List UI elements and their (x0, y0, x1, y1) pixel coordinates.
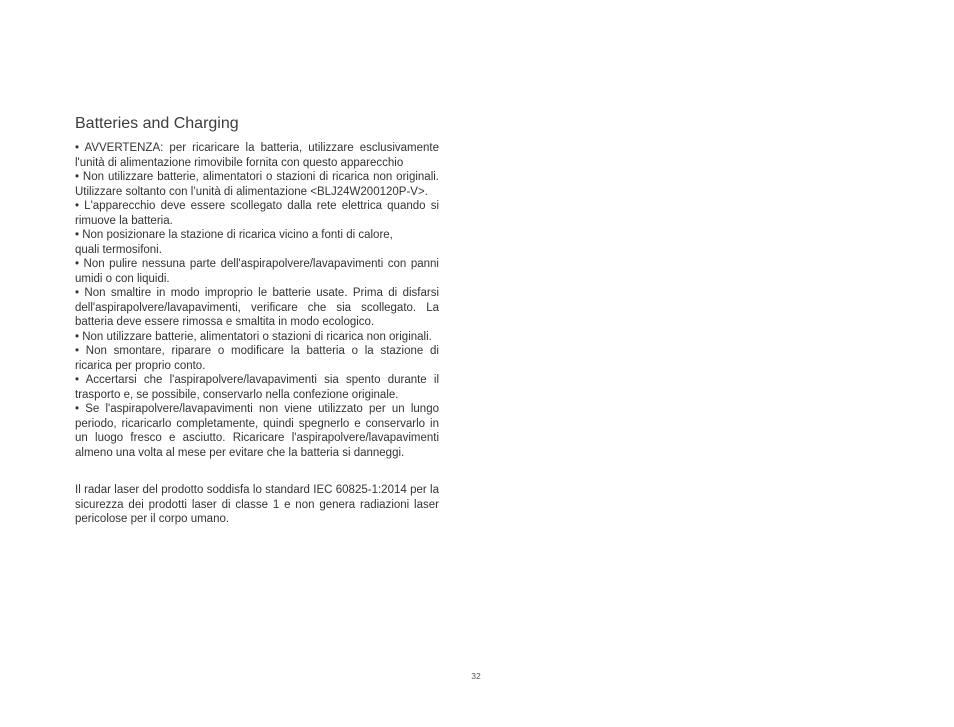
text-line: • Non posizionare la stazione di ricarica vicino a fonti di calore, (75, 229, 393, 241)
warning-item (75, 373, 439, 402)
text-line: l'unità di alimentazione rimovibile fornita con questo apparecchio (75, 156, 404, 169)
text-line: Utilizzare soltanto con l’unità di alimentazione <BLJ24W200120P-V>. (75, 185, 428, 198)
page-number: 32 (471, 671, 481, 681)
text-line: • L'apparecchio deve essere scollegato dalla rete elettrica quando si (75, 200, 439, 212)
text-line: almeno una volta al mese per evitare che la batteria si danneggi. (75, 446, 405, 459)
text-line: periodo, ricaricarlo completamente, quindi spegnerlo e conservarlo in (75, 417, 439, 430)
warning-list (75, 141, 439, 460)
warning-item (75, 170, 439, 199)
text-line: sicurezza dei prodotti laser di classe 1 e non genera radiazioni laser (75, 498, 439, 511)
text-line: • Se l'aspirapolvere/lavapavimenti non viene utilizzato per un lungo (75, 403, 439, 415)
text-line: trasporto e, se possibile, conservarlo nella confezione originale. (75, 388, 399, 401)
warning-item (75, 228, 439, 257)
text-line: • Accertarsi che l'aspirapolvere/lavapavimenti sia spento durante il (75, 374, 439, 386)
text-line: • Non utilizzare batterie, alimentatori o stazioni di ricarica non originali. (75, 330, 432, 343)
text-line: • Non smontare, riparare o modificare la batteria o la stazione di (75, 345, 439, 357)
text-line: • Non utilizzare batterie, alimentatori o stazioni di ricarica non originali. (75, 171, 439, 183)
warning-item (75, 141, 439, 170)
warning-item (75, 402, 439, 460)
laser-safety-note (75, 483, 439, 527)
warning-item (75, 344, 439, 373)
text-line: pericolose per il corpo umano. (75, 513, 230, 525)
text-line: • Non smaltire in modo improprio le batterie usate. Prima di disfarsi (75, 287, 439, 299)
text-line: rimuove la batteria. (75, 214, 173, 227)
text-line: • AVVERTENZA: per ricaricare la batteria, utilizzare esclusivamente (75, 142, 439, 154)
text-line: dell'aspirapolvere/lavapavimenti, verificare che sia scollegato. La (75, 301, 439, 314)
section-title: Batteries and Charging (75, 115, 239, 132)
text-line: ricarica per proprio conto. (75, 359, 206, 372)
warning-item (75, 330, 439, 345)
warning-item (75, 286, 439, 330)
text-line: Il radar laser del prodotto soddisfa lo standard IEC 60825-1:2014 per la (75, 484, 439, 496)
warning-item (75, 199, 439, 228)
text-line: batteria deve essere rimossa e smaltita in modo ecologico. (75, 316, 375, 328)
text-line: • Non pulire nessuna parte dell'aspirapolvere/lavapavimenti con panni (75, 258, 439, 270)
text-line: umidi o con liquidi. (75, 272, 170, 285)
text-line: quali termosifoni. (75, 243, 162, 256)
text-line: un luogo fresco e asciutto. Ricaricare l'aspirapolvere/lavapavimenti (75, 432, 439, 444)
warning-item (75, 257, 439, 286)
